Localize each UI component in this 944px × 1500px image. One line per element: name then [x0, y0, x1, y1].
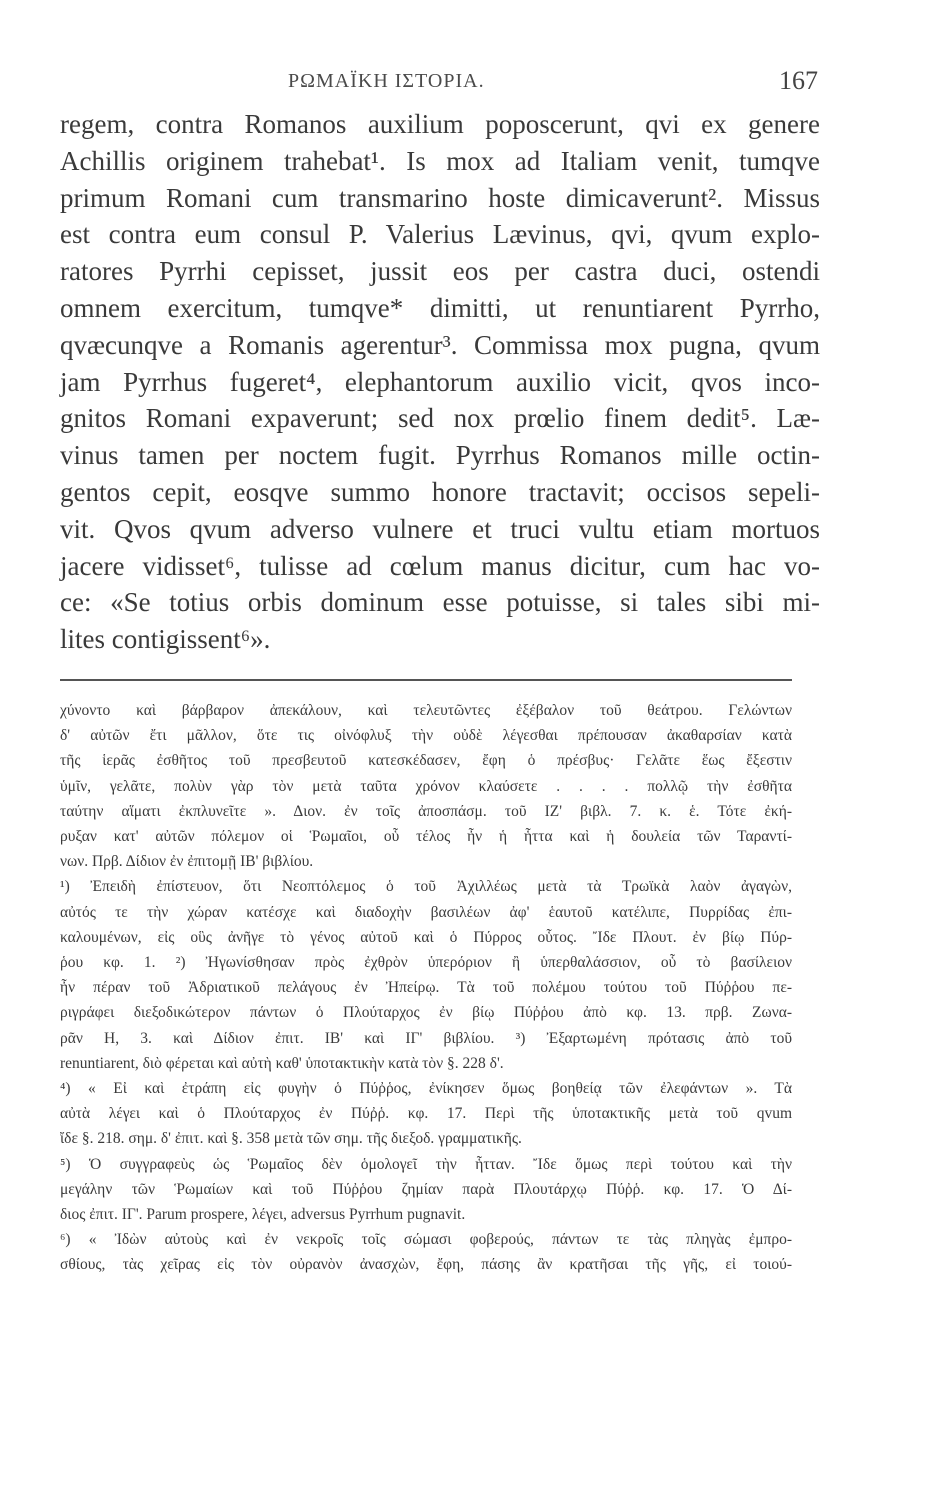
footnote-line: ὑμῖν, γελᾶτε, πολὺν γὰρ τὸν μετὰ ταῦτα χρόνον κλαύσετε . . . . πολλῷ τὴν ἐσθῆτα — [60, 777, 792, 795]
footnote-line: ῥου κφ. 1. ²) Ἠγωνίσθησαν πρὸς ἐχθρὸν ὑπερόριον ἢ ὑπερθαλάσσιον, οὗ τὸ βασίλειον — [60, 954, 792, 972]
footnote-line: ¹) Ἐπειδὴ ἐπίστευον, ὅτι Νεοπτόλεμος ὁ τοῦ Ἀχιλλέως μετὰ τὰ Τρωϊκὰ λαὸν ἀγαγὼν, — [60, 878, 792, 896]
footnote-line: αὐτός τε τὴν χώραν κατέσχε καὶ διαδοχὴν βασιλέων ἀφ' ἑαυτοῦ κατέλιπε, Πυρρίδας ἐπι- — [60, 903, 792, 921]
main-line: vinus tamen per noctem fugit. Pyrrhus Romanos mille octin- — [60, 440, 820, 471]
footnote-line: ἴδε §. 218. σημ. δ' ἐπιτ. καὶ §. 358 μετὰ τῶν σημ. τῆς διεξοδ. γραμματικῆς. — [60, 1130, 522, 1148]
footnote-line: renuntiarent, διὸ φέρεται καὶ αὐτὴ καθ' ὑποτακτικὴν κατὰ τὸν §. 228 δ'. — [60, 1054, 504, 1072]
footnote-line: νων. Πρβ. Δίδιον ἐν ἐπιτομῇ ΙΒ' βιβλίου. — [60, 853, 314, 871]
footnote-line: διος ἐπιτ. ΙΓ'. Parum prospere, λέγει, adversus Pyrrhum pugnavit. — [60, 1206, 466, 1224]
footnote-line: ⁴) « Εἰ καὶ ἐτράπη εἰς φυγὴν ὁ Πύῤῥος, ἐνίκησεν ὅμως βοηθείᾳ τῶν ἐλεφάντων ». Τὰ — [60, 1080, 792, 1098]
footnote-line: αὐτὰ λέγει καὶ ὁ Πλούταρχος ἐν Πύῤῥ. κφ. 17. Περὶ τῆς ὑποτακτικῆς μετὰ τοῦ qvum — [60, 1105, 792, 1123]
footnote-line: ⁶) « Ἰδὼν αὐτοὺς καὶ ἐν νεκροῖς τοῖς σώμασι φοβερούς, πάντων τε τὰς πληγὰς ἐμπρο- — [60, 1231, 792, 1249]
footnote-line: ρᾶν Η, 3. καὶ Δίδιον ἐπιτ. ΙΒ' καὶ ΙΓ' βιβλίου. ³) Ἐξαρτωμένη πρότασις ἀπὸ τοῦ — [60, 1029, 792, 1047]
main-text — [60, 106, 820, 658]
main-line: jam Pyrrhus fugeret⁴, elephantorum auxilio vicit, qvos inco- — [60, 366, 820, 397]
main-line: gnitos Romani expaverunt; sed nox prœlio finem dedit⁵. Læ- — [60, 403, 820, 434]
main-line: est contra eum consul P. Valerius Lævinus, qvi, qvum explo- — [60, 219, 820, 250]
main-line: primum Romani cum transmarino hoste dimicaverunt². Missus — [60, 182, 820, 213]
footnote-line: ἦν πέραν τοῦ Ἀδριατικοῦ πελάγους ἐν Ἠπείρῳ. Τὰ τοῦ πολέμου τούτου τοῦ Πύῤῥου πε- — [60, 979, 792, 997]
main-line: omnem exercitum, tumqve* dimitti, ut renuntiarent Pyrrho, — [60, 292, 820, 323]
footnote-line: ριγράφει διεξοδικώτερον πάντων ὁ Πλούταρχος ἐν βίῳ Πύῤῥου ἀπὸ κφ. 13. πρβ. Ζωνα- — [60, 1004, 792, 1022]
footnote-line: ρυξαν κατ' αὐτῶν πόλεμον οἱ Ῥωμαῖοι, οὗ τέλος ἦν ἡ ἧττα καὶ ἡ δουλεία τῶν Ταραντί- — [60, 828, 792, 846]
page-number: 167 — [779, 66, 818, 95]
footnote-line: δ' αὐτῶν ἔτι μᾶλλον, ὅτε τις οἰνόφλυξ τὴν οὐδὲ λέγεσθαι πρέπουσαν ἀκαθαρσίαν κατὰ — [60, 727, 792, 745]
footnote-line: καλουμένων, εἰς οὓς ἀνῆγε τὸ γένος αὐτοῦ καὶ ὁ Πύρρος οὗτος. Ἴδε Πλουτ. ἐν βίῳ Πύρ- — [60, 928, 792, 946]
main-line: qvæcunqve a Romanis agerentur³. Commissa mox pugna, qvum — [60, 329, 820, 360]
running-header — [60, 66, 818, 100]
main-line: Achillis originem trahebat¹. Is mox ad Italiam venit, tumqve — [60, 145, 820, 176]
footnote-line: ταύτην αἵματι ἐκπλυνεῖτε ». Διον. ἐν τοῖς ἀποσπάσμ. τοῦ ΙΖ' βιβλ. 7. κ. ἑ. Τότε ἐκή- — [60, 802, 792, 820]
main-line: lites contigissent⁶». — [60, 624, 271, 655]
main-line: vit. Qvos qvum adverso vulnere et truci vultu etiam mortuos — [60, 513, 820, 544]
footnote-line: μεγάλην τῶν Ῥωμαίων καὶ τοῦ Πύῤῥου ζημίαν παρὰ Πλουτάρχῳ Πύῤῥ. κφ. 17. Ὁ Δί- — [60, 1180, 792, 1198]
main-line: jacere vidisset⁶, tulisse ad cœlum manus dicitur, cum hac vo- — [60, 550, 820, 581]
main-line: regem, contra Romanos auxilium poposcerunt, qvi ex genere — [60, 109, 820, 139]
main-line: ce: «Se totius orbis dominum esse potuisse, si tales sibi mi- — [60, 587, 820, 618]
footnote-line: ⁵) Ὁ συγγραφεὺς ὡς Ῥωμαῖος δὲν ὁμολογεῖ τὴν ἧτταν. Ἴδε ὅμως περὶ τούτου καὶ τὴν — [60, 1155, 792, 1173]
footnote-divider — [60, 679, 792, 681]
main-line: ratores Pyrrhi cepisset, jussit eos per castra duci, ostendi — [60, 256, 820, 287]
footnotes — [60, 698, 792, 1278]
main-line: gentos cepit, eosqve summo honore tractavit; occisos sepeli- — [60, 476, 820, 507]
footnote-line: σθίους, τὰς χεῖρας εἰς τὸν οὐρανὸν ἀνασχὼν, ἔφη, πάσης ἂν κρατῆσαι τῆς γῆς, εἰ τοιού- — [60, 1256, 792, 1274]
footnote-line: χύνοντο καὶ βάρβαρον ἀπεκάλουν, καὶ τελευτῶντες ἐξέβαλον τοῦ θεάτρου. Γελώντων — [60, 702, 792, 719]
running-title: ΡΩΜΑΪΚΗ ΙΣΤΟΡΙΑ. — [288, 70, 485, 92]
footnote-line: τῆς ἱερᾶς ἐσθῆτος τοῦ πρεσβευτοῦ κατεσκέδασεν, ἔφη ὁ πρέσβυς· Γελᾶτε ἕως ἔξεστιν — [60, 752, 792, 770]
